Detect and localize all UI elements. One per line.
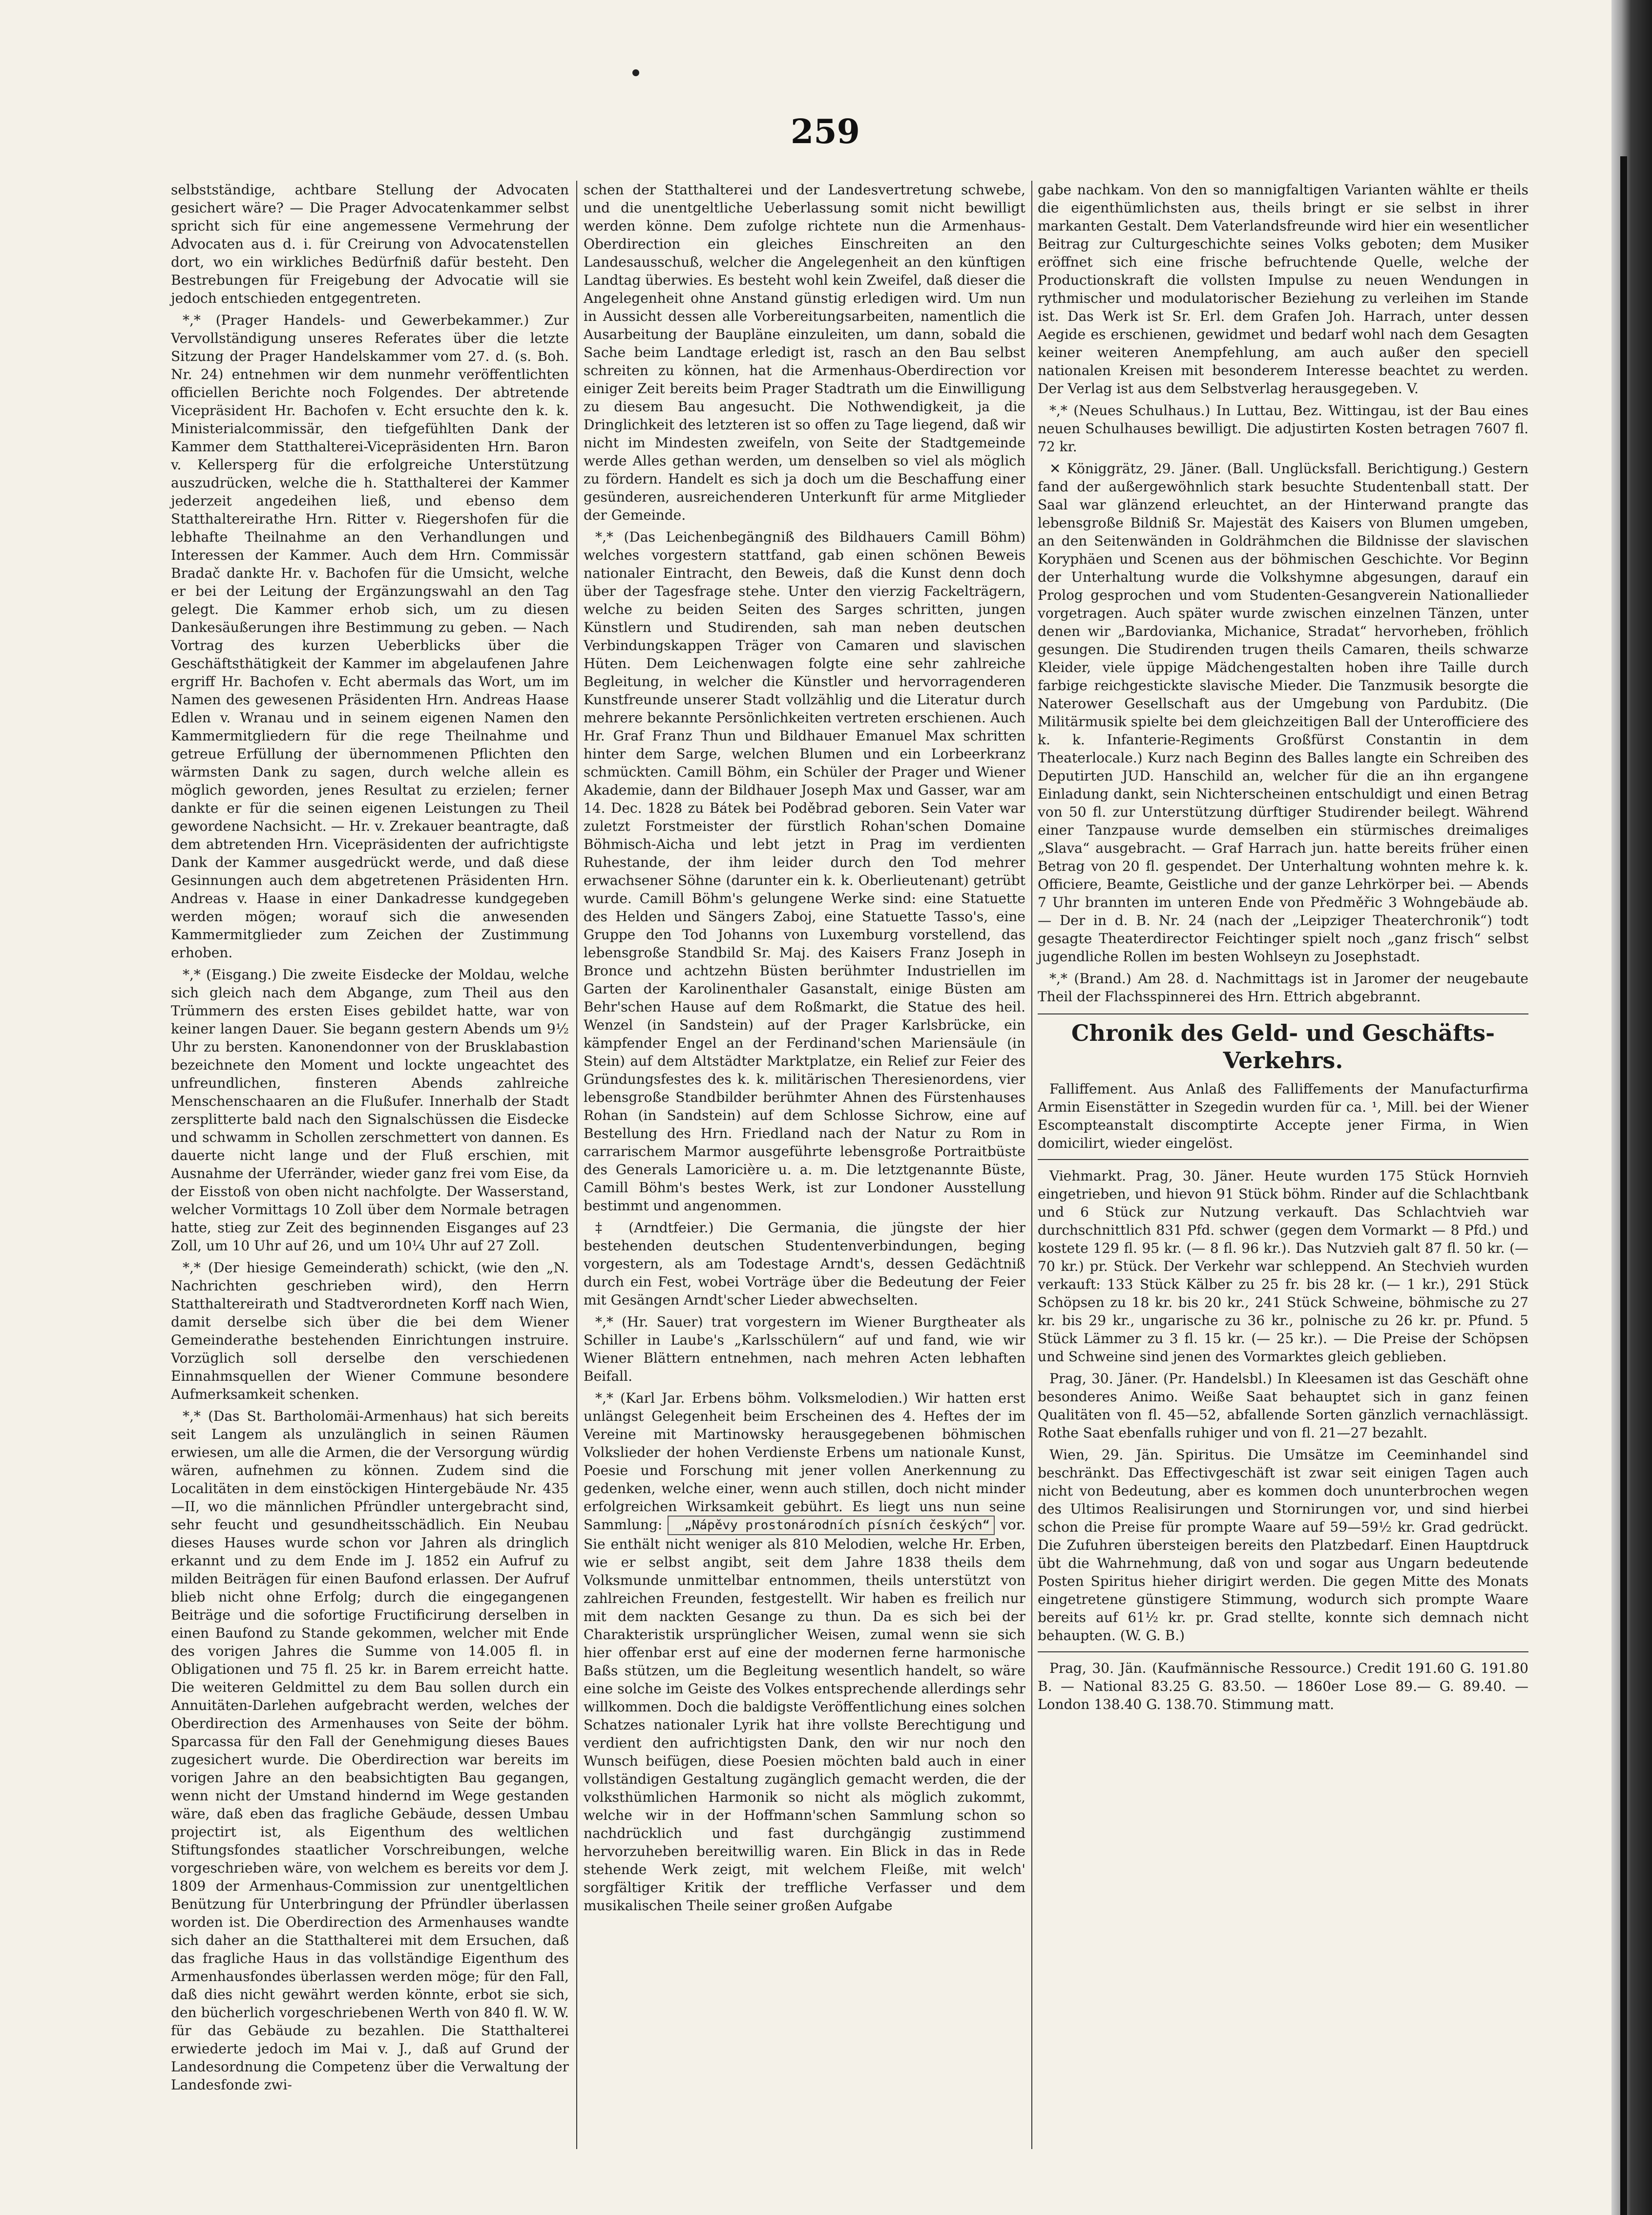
chronicle-paragraph: Prag, 30. Jän. (Kaufmännische Ressource.) Credit 191.60 G. 191.80 B. — National 83.25 G. 83.50. — 1860er Lose 89.— G. 89.40. — London 138.40 G. 138.70. Stimmung matt. [1038,1660,1528,1712]
page-number: 259 [791,112,860,151]
article-paragraph: schen der Statthalterei und der Landesvertretung schwebe, und die unentgeltliche Ueberlassung somit nicht bewilligt werden könne. Dem zufolge richtete nun die Armenhaus-Oberdirection ein gleiches Einschreiten an den Landesausschuß, welcher die Angelegenheit an den künftigen Landtag überwies. Es besteht wohl kein Zweifel, daß dieser die Angelegenheit ohne Anstand günstig erledigen wird. Um nun in Aussicht dessen alle Vorbereitungsarbeiten, namentlich die Ausarbeitung der Baupläne einzuleiten, um dann, sobald die Sache beim Landtage erledigt ist, rasch an den Bau selbst schreiten zu können, hat die Armenhaus-Oberdirection vor einiger Zeit bereits beim Prager Stadtrath um die Einwilligung zu diesem Bau angesucht. Die Nothwendigkeit, ja die Dringlichkeit des letzteren ist so offen zu Tage liegend, daß wir nicht im Mindesten zweifeln, von Seite der Stadtgemeinde werde Alles gethan werden, um denselben so viel als möglich zu fördern. Handelt es sich ja doch um die Beschaffung einer gesünderen, ausreichenderen Unterkunft für arme Mitglieder der Gemeinde. [584,182,1025,523]
article-paragraph: selbstständige, achtbare Stellung der Advocaten gesichert wäre? — Die Prager Advocatenkammer selbst spricht sich für eine angemessene Vermehrung der Advocaten aus d. i. für Creirung von Advocatenstellen dort, wo ein wirkliches Bedürfniß dafür besteht. Den Bestrebungen für Freigebung der Advocatie will sie jedoch entschieden entgegentreten. [171,182,569,306]
article-paragraph: *,* (Das Leichenbegängniß des Bildhauers Camill Böhm) welches vorgestern stattfand, gab einen schönen Beweis nationaler Eintracht, den Beweis, daß die Kunst denn doch über der Tagesfrage stehe. Unter den vierzig Fackelträgern, welche zu beiden Seiten des Sarges schritten, jungen Künstlern und Studirenden, sah man neben deutschen Verbindungskappen Träger von Camaren und slavischen Hüten. Dem Leichenwagen folgte eine sehr zahlreiche Begleitung, in welcher die Künstler und hervorragenderen Kunstfreunde unserer Stadt vollzählig und die Literatur durch mehrere bekannte Persönlichkeiten vertreten erschienen. Auch Hr. Graf Franz Thun und Bildhauer Emanuel Max schritten hinter dem Sarge, welchen Blumen und ein Lorbeerkranz schmückten. Camill Böhm, ein Schüler der Prager und Wiener Akademie, dann der Bildhauer Joseph Max und Gasser, war am 14. Dec. 1828 zu Bátek bei Poděbrad geboren. Sein Vater war zuletzt Forstmeister der fürstlich Rohan'schen Domaine Böhmisch-Aicha und lebt jetzt in Prag im verdienten Ruhestande, der ihm leider durch den Tod mehrer erwachsener Söhne (darunter ein k. k. Oberlieutenant) getrübt wurde. Camill Böhm's gelungene Werke sind: eine Statuette des Helden und Sängers Zaboj, eine Statuette Tasso's, eine Gruppe den Tod Johanns von Luxemburg vorstellend, das lebensgroße Standbild Sr. Maj. des Kaisers Franz Joseph in Bronce und achtzehn Büsten berühmter Industriellen im Garten der Karolinenthaler Gasanstalt, einige Büsten am Behr'schen Hause auf dem Roßmarkt, die Statue des heil. Wenzel (in Sandstein) auf der Prager Karlsbrücke, ein kämpfender Engel an der Ferdinand'schen Mariensäule (in Stein) auf dem Altstädter Marktplatze, ein Relief zur Feier des Gründungsfestes des k. k. militärischen Theresienordens, vier lebensgroße Standbilder berühmter Ahnen des Fürstenhauses Rohan (in Sandstein) auf dem Schlosse Sichrow, eine auf Bestellung des Hrn. Friedland nach der Natur zu Rom in carrarischem Marmor ausgeführte lebensgroße Portraitbüste des Generals Lamoricière u. a. m. Die letztgenannte Büste, Camill Böhm's bestes Werk, ist zur Londoner Ausstellung bestimmt und angenommen. [584,529,1025,1214]
article-paragraph: *,* (Neues Schulhaus.) In Luttau, Bez. Wittingau, ist der Bau eines neuen Schulhauses bewilligt. Die adjustirten Kosten betragen 7607 fl. 72 kr. [1038,402,1528,455]
article-paragraph: ✕ Königgrätz, 29. Jäner. (Ball. Unglücksfall. Berichtigung.) Gestern fand der außergewöhnlich stark besuchte Studentenball statt. Der Saal war glänzend erleuchtet, an der Hinterwand prangte das lebensgroße Bildniß Sr. Majestät des Kaisers von Blumen umgeben, an den Seitenwänden in Goldrähmchen die Bildnisse der slavischen Koryphäen und Scenen aus der böhmischen Geschichte. Vor Beginn der Unterhaltung wurde die Volkshymne abgesungen, darauf ein Prolog gesprochen und vom Studenten-Gesangverein Nationallieder vorgetragen. Auch später wurde zwischen einzelnen Tänzen, unter denen wir „Bardovianka, Michanice, Stradat“ hervorheben, fröhlich gesungen. Die Studirenden trugen theils Camaren, theils schwarze Kleider, viele üppige Mädchengestalten hoben ihre Taille durch farbige reichgestickte slavische Mieder. Die Tanzmusik besorgte die Naterower Gesellschaft aus der Umgebung von Pardubitz. (Die Militärmusik spielte bei dem gleichzeitigen Ball der Unterofficiere des k. k. Infanterie-Regiments Großfürst Constantin in dem Theaterlocale.) Kurz nach Beginn des Balles langte ein Schreiben des Deputirten JUD. Hanschild an, welcher für die an ihn ergangene Einladung dankt, sein Nichterscheinen entschuldigt und einen Betrag von 50 fl. zur Unterstützung dürftiger Studirender beilegt. Während einer Tanzpause wurde demselben ein stürmisches dreimaliges „Slava“ ausgebracht. — Graf Harrach jun. hatte bereits früher einen Betrag von 20 fl. gespendet. Der Unterhaltung wohnten mehre k. k. Officiere, Beamte, Geistliche und der ganze Lehrkörper bei. — Abends 7 Uhr brannten im unteren Ende von Předměřic 3 Wohngebäude ab. — Der in d. B. Nr. 24 (nach der „Leipziger Theaterchronik“) todt gesagte Theaterdirector Feichtinger spielt noch „ganz frisch“ selbst jugendliche Rollen im besten Wohlseyn zu Josephstadt. [1038,461,1528,965]
erben-text-before: *,* (Karl Jar. Erbens böhm. Volksmelodien.) Wir hatten erst unlängst Gelegenheit beim Erscheinen des 4. Heftes der im Vereine mit Martinowsky herausgegebenen böhmischen Volkslieder der hohen Verdienste Erbens um nationale Kunst, Poesie und Forschung mit jener vollen Anerkennung zu gedenken, welche einer, wenn auch stillen, doch nicht minder erfolgreichen Wirksamkeit gebührt. Es liegt uns nun seine Sammlung: [584,1390,1025,1533]
chronicle-paragraph: Falliffement. Aus Anlaß des Falliffements der Manufacturfirma Armin Eisenstätter in Szegedin wurden für ca. ¹, Mill. bei der Wiener Escompteanstalt discomptirte Accepte jener Firma, in Wien domicilirt, wieder eingelöst. [1038,1081,1528,1151]
article-paragraph: *,* (Prager Handels- und Gewerbekammer.) Zur Vervollständigung unseres Referates über die letzte Sitzung der Prager Handelskammer vom 27. d. (s. Boh. Nr. 24) entnehmen wir dem nunmehr veröffentlichten officiellen Berichte noch Folgendes. Der abtretende Vicepräsident Hr. Bachofen v. Echt ersuchte den k. k. Ministerialcommissär, den tiefgefühlten Dank der Kammer dem Statthalterei-Vicepräsidenten Hrn. Baron v. Kellersperg für die erfolgreiche Unterstützung auszudrücken, welche die h. Statthalterei der Kammer jederzeit angedeihen ließ, und ebenso dem Statthaltereirathe Hrn. Ritter v. Riegershofen für die lebhafte Theilnahme an den Verhandlungen und Interessen der Kammer. Auch dem Hrn. Commissär Bradač dankte Hr. v. Bachofen für die Umsicht, welche er bei der Leitung der Ergänzungswahl an den Tag gelegt. Die Kammer erhob sich, um zu diesen Dankesäußerungen ihre Bestimmung zu geben. — Nach Vortrag des kurzen Ueberblicks über die Geschäftsthätigkeit der Kammer im abgelaufenen Jahre ergriff Hr. Bachofen v. Echt abermals das Wort, um im Namen des gewesenen Präsidenten Hrn. Andreas Haase Edlen v. Wranau und in seinem eigenen Namen den Kammermitgliedern für die rege Theilnahme und getreue Erfüllung der übernommenen Pflichten den wärmsten Dank zu sagen, durch welche allein es möglich geworden, jenes Resultat zu erzielen; ferner dankte er für die seinen eigenen Leistungen zu Theil gewordene Nachsicht. — Hr. v. Zrekauer beantragte, daß dem abtretenden Hrn. Vicepräsidenten der aufrichtigste Dank der Kammer ausgedrückt werde, und daß diese Gesinnungen auch dem abgetretenen Präsidenten Hrn. Andreas v. Haase in einer Dankadresse kundgegeben werden mögen; worauf sich die anwesenden Kammermitglieder zum Zeichen der Zustimmung erhoben. [171,312,569,961]
column-rule-left [576,181,577,2149]
column-2 [584,181,1025,1919]
column-3 [1038,181,1528,1717]
section-divider [1038,1651,1528,1652]
article-paragraph: gabe nachkam. Von den so mannigfaltigen Varianten wählte er theils die eigenthümlichsten aus, theils bringt er sie selbst in ihrer markanten Gestalt. Dem Vaterlandsfreunde wird hier ein wesentlicher Beitrag zur Culturgeschichte seines Volks geboten; dem Musiker eröffnet sich eine frische befruchtende Quelle, welche der Productionskraft die vollsten Impulse zu neuen Wendungen in rythmischer und modulatorischer Beziehung zu verleihen im Stande ist. Das Werk ist Sr. Erl. dem Grafen Joh. Harrach, unter dessen Aegide es erschienen, gewidmet und bedarf wohl nach dem Gesagten keiner weiteren Anempfehlung, am auch außer den speciell nationalen Kreisen mit besonderem Interesse beachtet zu werden. Der Verlag ist aus dem Selbstverlag herausgegeben. V. [1038,182,1528,397]
article-paragraph: *,* (Eisgang.) Die zweite Eisdecke der Moldau, welche sich gleich nach dem Abgange, zum Theil aus den Trümmern des ersten Eises gebildet hatte, war von keiner langen Dauer. Sie begann gestern Abends um 9½ Uhr zu bersten. Kanonendonner von der Brusklabastion bezeichnete den Moment und lockte ungeachtet des unfreundlichen, finsteren Abends zahlreiche Menschenschaaren an die Flußufer. Innerhalb der Stadt zersplitterte bald nach den Signalschüssen die Eisdecke und schwamm in Schollen zerschmettert von dannen. Es dauerte nicht lange und der Fluß erschien, mit Ausnahme der Uferränder, wieder ganz frei vom Eise, da der Eisstoß von oben nicht nachfolgte. Der Wasserstand, welcher Vormittags 10 Zoll über dem Normale betragen hatte, stieg zur Zeit des beginnenden Eisganges auf 23 Zoll, um 10 Uhr auf 26, und um 10¼ Uhr auf 27 Zoll. [171,967,569,1254]
column-1 [171,181,569,2098]
article-paragraph: *,* (Hr. Sauer) trat vorgestern im Wiener Burgtheater als Schiller in Laube's „Karlsschülern“ auf und fand, wie wir Wiener Blättern entnehmen, nach mehren Acten lebhaften Beifall. [584,1314,1025,1384]
article-paragraph-erben [584,1389,1025,1915]
chronicle-heading: Chronik des Geld- und Geschäfts-Verkehrs. [1038,1013,1528,1074]
chronicle-paragraph: Wien, 29. Jän. Spiritus. Die Umsätze im Ceeminhandel sind beschränkt. Das Effectivgeschäft ist zwar seit einigen Tagen auch nicht von Bedeutung, aber es kommen doch ununterbrochen wegen des Ultimos Realisirungen und Stornirungen vor, und sind hierbei schon die Preise für prompte Waare auf 59—59½ kr. Grad gedrückt. Die Zufuhren übersteigen bereits den Platzbedarf. Einen Hauptdruck übt die Wahrnehmung, daß von und sogar aus Ungarn bedeutende Posten Spiritus hieher dirigirt werden. Die gegen Mitte des Monats eingetretene günstigere Stimmung, wodurch sich prompte Waare bereits auf 61½ kr. pr. Grad stellte, konnte sich demnach nicht behaupten. (W. G. B.) [1038,1447,1528,1644]
erben-text-after: vor. Sie enthält nicht weniger als 810 Melodien, welche Hr. Erben, wie er selbst angibt, seit dem Jahre 1838 theils dem Volksmunde unmittelbar entnommen, theils unterstützt von zahlreichen Freunden, festgestellt. Wir haben es freilich nur mit dem nackten Gesange zu thun. Da es sich bei der Charakteristik ursprünglicher Weisen, zumal wenn sie sich hier offenbar erst auf eine der modernen ferne harmonische Baßs stützen, um die Begleitung wesentlich handelt, so wäre eine solche im Geiste des Volkes entsprechende allerdings sehr willkommen. Doch die baldigste Veröffentlichung eines solchen Schatzes nationaler Lyrik hat ihre vollste Berechtigung und verdient den aufrichtigsten Dank, den wir nur noch den Wunsch beifügen, diese Poesien möchten bald auch in einer vollständigen Gestaltung zugänglich gemacht werden, die der volksthümlichen Harmonik so nicht als möglich zukommt, welche wir in der Hoffmann'schen Sammlung schon so nachdrücklich und fast durchgängig zustimmend hervorzuheben bereitwillig waren. Ein Blick in das in Rede stehende Werk zeigt, mit welchem Fleiße, mit welch' sorgfältiger Kritik der treffliche Verfasser und dem musikalischen Theile seiner großen Aufgabe [584,1517,1025,1914]
chronicle-paragraph: Prag, 30. Jäner. (Pr. Handelsbl.) In Kleesamen ist das Geschäft ohne besonderes Animo. Weiße Saat behauptet sich in ganz feinen Qualitäten von fl. 45—52, abfallende Sorten gänzlich vernachlässigt. Rothe Saat ebenfalls ruhiger und von fl. 21—27 bezahlt. [1038,1371,1528,1441]
section-divider [1038,1159,1528,1160]
column-rule-right [1031,181,1032,2149]
chronicle-paragraph: Viehmarkt. Prag, 30. Jäner. Heute wurden 175 Stück Hornvieh eingetrieben, und hievon 91 Stück böhm. Rinder auf die Schlachtbank und 6 Stück zur Nutzung verkauft. Das Schlachtvieh war durchschnittlich 831 Pfd. schwer (gegen dem Vormarkt — 8 Pfd.) und kostete 129 fl. 95 kr. (— 8 fl. 96 kr.). Das Nutzvieh galt 87 fl. 50 kr. (— 70 kr.) pr. Stück. Der Verkehr war schleppend. An Stechvieh wurden verkauft: 133 Stück Kälber zu 25 fr. bis 28 kr. (— 1 kr.), 291 Stück Schöpsen zu 18 kr. bis 20 kr., 241 Stück Schweine, böhmische zu 27 kr. bis 29 kr., ungarische zu 36 kr., polnische zu 26 kr. pr. Pfund. 5 Stück Lämmer zu 3 fl. 15 kr. (— 25 kr.). — Die Preise der Schöpsen und Schweine sind jenen des Vormarktes gleich geblieben. [1038,1168,1528,1365]
title-stamp: „Nápěvy prostonárodních písních českých“ [668,1516,995,1535]
article-paragraph: ‡ (Arndtfeier.) Die Germania, die jüngste der hier bestehenden deutschen Studentenverbindungen, beging vorgestern, als am Todestage Arndt's, dessen Gedächtniß durch ein Fest, wobei Vorträge über die Bedeutung der Feier mit Gesängen Arndt'scher Lieder abwechselten. [584,1220,1025,1308]
article-paragraph: *,* (Brand.) Am 28. d. Nachmittags ist in Jaromer der neugebaute Theil der Flachsspinnerei des Hrn. Ettrich abgebrannt. [1038,970,1528,1005]
article-paragraph: *,* (Der hiesige Gemeinderath) schickt, (wie den „N. Nachrichten geschrieben wird), den Herrn Statthaltereirath und Stadtverordneten Korff nach Wien, damit derselbe sich über die bei dem Wiener Gemeinderathe bestehenden Einrichtungen instruire. Vorzüglich soll derselbe den verschiedenen Einnahmsquellen der Wiener Commune besondere Aufmerksamkeit schenken. [171,1260,569,1402]
binding-shadow [1620,156,1627,2215]
scan-edge [1611,0,1652,2215]
ink-speck [632,69,639,76]
article-paragraph: *,* (Das St. Bartholomäi-Armenhaus) hat sich bereits seit Langem als unzulänglich in seinen Räumen erwiesen, um alle die Armen, die der Versorgung würdig wären, aufnehmen zu können. Zudem sind die Localitäten in dem einstöckigen Hintergebäude Nr. 435—II, wo die männlichen Pfründler untergebracht sind, sehr feucht und gesundheitsschädlich. Ein Neubau dieses Hauses wurde schon vor Jahren als dringlich erkannt und zu dem Ende im J. 1852 ein Aufruf zu milden Beiträgen für einen Baufond erlassen. Der Aufruf blieb nicht ohne Erfolg; durch die eingegangenen Beiträge und die sofortige Fructificirung derselben in einen Baufond zu Stande gekommen, welcher mit Ende des vorigen Jahres die Summe von 14.005 fl. in Obligationen und 75 fl. 25 kr. in Barem erreicht hatte. Die weiteren Geldmittel zu dem Bau sollen durch ein Annuitäten-Darlehen aufgebracht werden, welches der Oberdirection des Armenhauses von Seite der böhm. Sparcassa für den Fall der Genehmigung dieses Baues zugesichert wurde. Die Oberdirection war bereits im vorigen Jahre an den beabsichtigten Bau gegangen, wenn nicht der Umstand hindernd im Wege gestanden wäre, daß eben das fragliche Gebäude, dessen Umbau projectirt ist, als Eigenthum des weltlichen Stiftungsfondes staatlicher Vorschreibungen, welche vorgeschrieben wäre, von welchem es bereits vor dem J. 1809 der Armenhaus-Commission zur unentgeltlichen Benützung für Unterbringung der Pfründler überlassen worden ist. Die Oberdirection des Armenhauses wandte sich daher an die Statthalterei mit dem Ersuchen, daß das fragliche Haus in das vollständige Eigenthum des Armenhausfondes überlassen werden möge; für den Fall, daß dies nicht gewährt werden könnte, erbot sie sich, den bücherlich vorgeschriebenen Werth von 840 fl. W. W. für das Gebäude zu bezahlen. Die Statthalterei erwiederte jedoch im Mai v. J., daß auf Grund der Landesordnung die Competenz über die Verwaltung der Landesfonde zwi- [171,1408,569,2093]
